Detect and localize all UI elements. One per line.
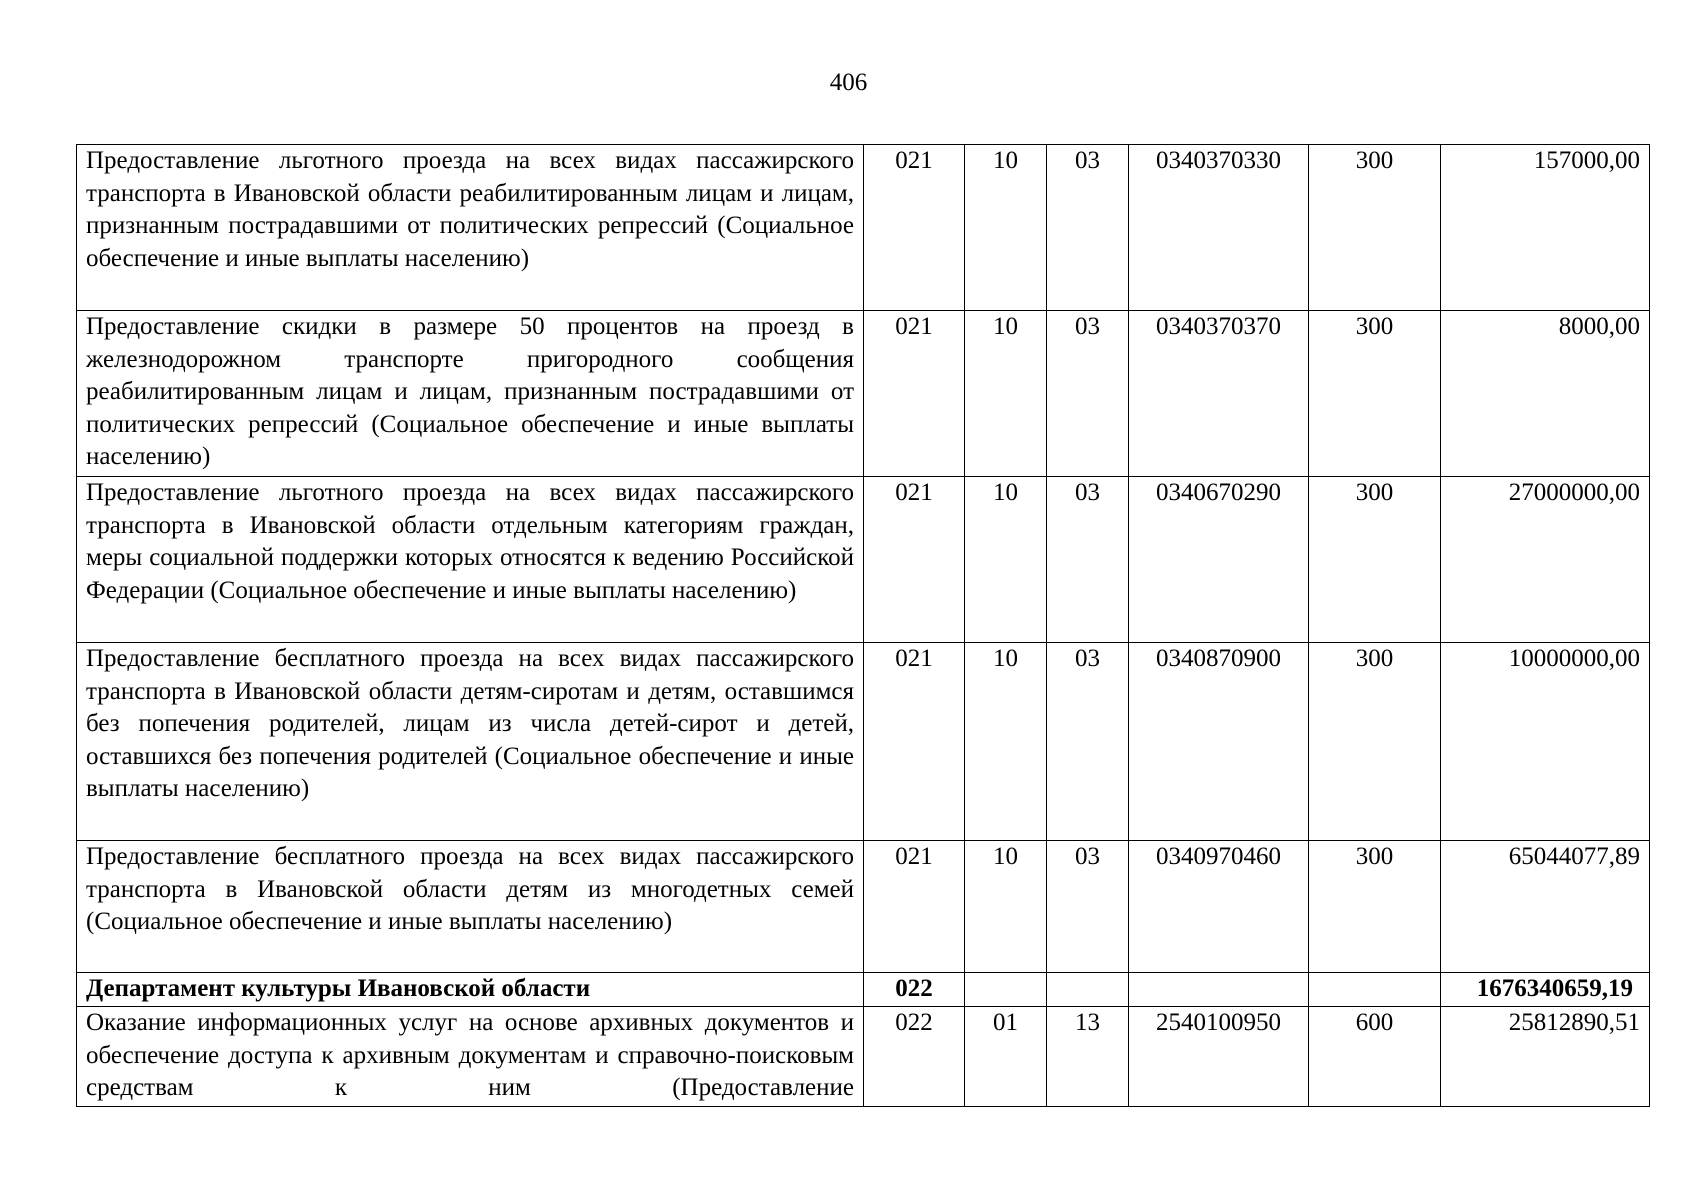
row-subsection: 03	[1047, 311, 1129, 477]
row-target: 0340670290	[1129, 477, 1309, 643]
row-amount: 10000000,00	[1441, 643, 1650, 841]
row-expense-type: 300	[1309, 477, 1441, 643]
row-section: 10	[965, 841, 1047, 973]
row-description: Предоставление бесплатного проезда на всех видах пассажирского транспорта в Ивановской области детям-сиротам и детям, оставшимся без попечения родителей, лицам из числа детей-сирот и детей, оставшихся без попечения родителей (Социальное обеспечение и иные выплаты населению)	[77, 643, 864, 841]
row-amount: 157000,00	[1441, 145, 1650, 311]
row-subsection: 03	[1047, 643, 1129, 841]
row-section	[965, 973, 1047, 1007]
table-row	[77, 643, 1650, 841]
row-section: 10	[965, 145, 1047, 311]
table-row	[77, 1007, 1650, 1107]
row-expense-type: 300	[1309, 841, 1441, 973]
table-row	[77, 477, 1650, 643]
row-subsection: 03	[1047, 477, 1129, 643]
row-code: 021	[864, 311, 965, 477]
row-code: 022	[864, 1007, 965, 1107]
row-expense-type	[1309, 973, 1441, 1007]
row-section: 10	[965, 643, 1047, 841]
row-expense-type: 300	[1309, 145, 1441, 311]
row-target: 0340370370	[1129, 311, 1309, 477]
row-section: 01	[965, 1007, 1047, 1107]
table-row	[77, 145, 1650, 311]
row-target	[1129, 973, 1309, 1007]
row-description: Предоставление льготного проезда на всех видах пассажирского транспорта в Ивановской области отдельным категориям граждан, меры социальной поддержки которых относятся к ведению Российской Федерации (Социальное обеспечение и иные выплаты населению)	[77, 477, 864, 643]
row-description: Оказание информационных услуг на основе архивных документов и обеспечение доступа к архивным документам и справочно-поисковым средствам к ним (Предоставление	[77, 1007, 864, 1107]
row-code: 021	[864, 643, 965, 841]
row-subsection: 03	[1047, 145, 1129, 311]
row-code: 021	[864, 477, 965, 643]
row-expense-type: 600	[1309, 1007, 1441, 1107]
row-subsection	[1047, 973, 1129, 1007]
row-target: 0340870900	[1129, 643, 1309, 841]
row-description: Предоставление льготного проезда на всех видах пассажирского транспорта в Ивановской области реабилитированным лицам и лицам, признанным пострадавшими от политических репрессий (Социальное обеспечение и иные выплаты населению)	[77, 145, 864, 311]
department-code: 022	[864, 973, 965, 1007]
row-amount: 8000,00	[1441, 311, 1650, 477]
row-amount: 25812890,51	[1441, 1007, 1650, 1107]
department-total: 1676340659,19	[1441, 973, 1650, 1007]
department-name: Департамент культуры Ивановской области	[77, 973, 864, 1007]
row-code: 021	[864, 841, 965, 973]
row-target: 0340970460	[1129, 841, 1309, 973]
row-description: Предоставление бесплатного проезда на всех видах пассажирского транспорта в Ивановской области детям из многодетных семей (Социальное обеспечение и иные выплаты населению)	[77, 841, 864, 973]
table-row	[77, 841, 1650, 973]
row-subsection: 03	[1047, 841, 1129, 973]
row-expense-type: 300	[1309, 311, 1441, 477]
row-section: 10	[965, 477, 1047, 643]
row-target: 2540100950	[1129, 1007, 1309, 1107]
table-row	[77, 311, 1650, 477]
row-description: Предоставление скидки в размере 50 процентов на проезд в железнодорожном транспорте пригородного сообщения реабилитированным лицам и лицам, признанным пострадавшими от политических репрессий (Социальное обеспечение и иные выплаты населению)	[77, 311, 864, 477]
row-code: 021	[864, 145, 965, 311]
row-subsection: 13	[1047, 1007, 1129, 1107]
row-target: 0340370330	[1129, 145, 1309, 311]
row-section: 10	[965, 311, 1047, 477]
row-amount: 27000000,00	[1441, 477, 1650, 643]
row-expense-type: 300	[1309, 643, 1441, 841]
budget-table	[76, 144, 1650, 1107]
row-amount: 65044077,89	[1441, 841, 1650, 973]
page-number: 406	[829, 69, 868, 96]
department-row	[77, 973, 1650, 1007]
